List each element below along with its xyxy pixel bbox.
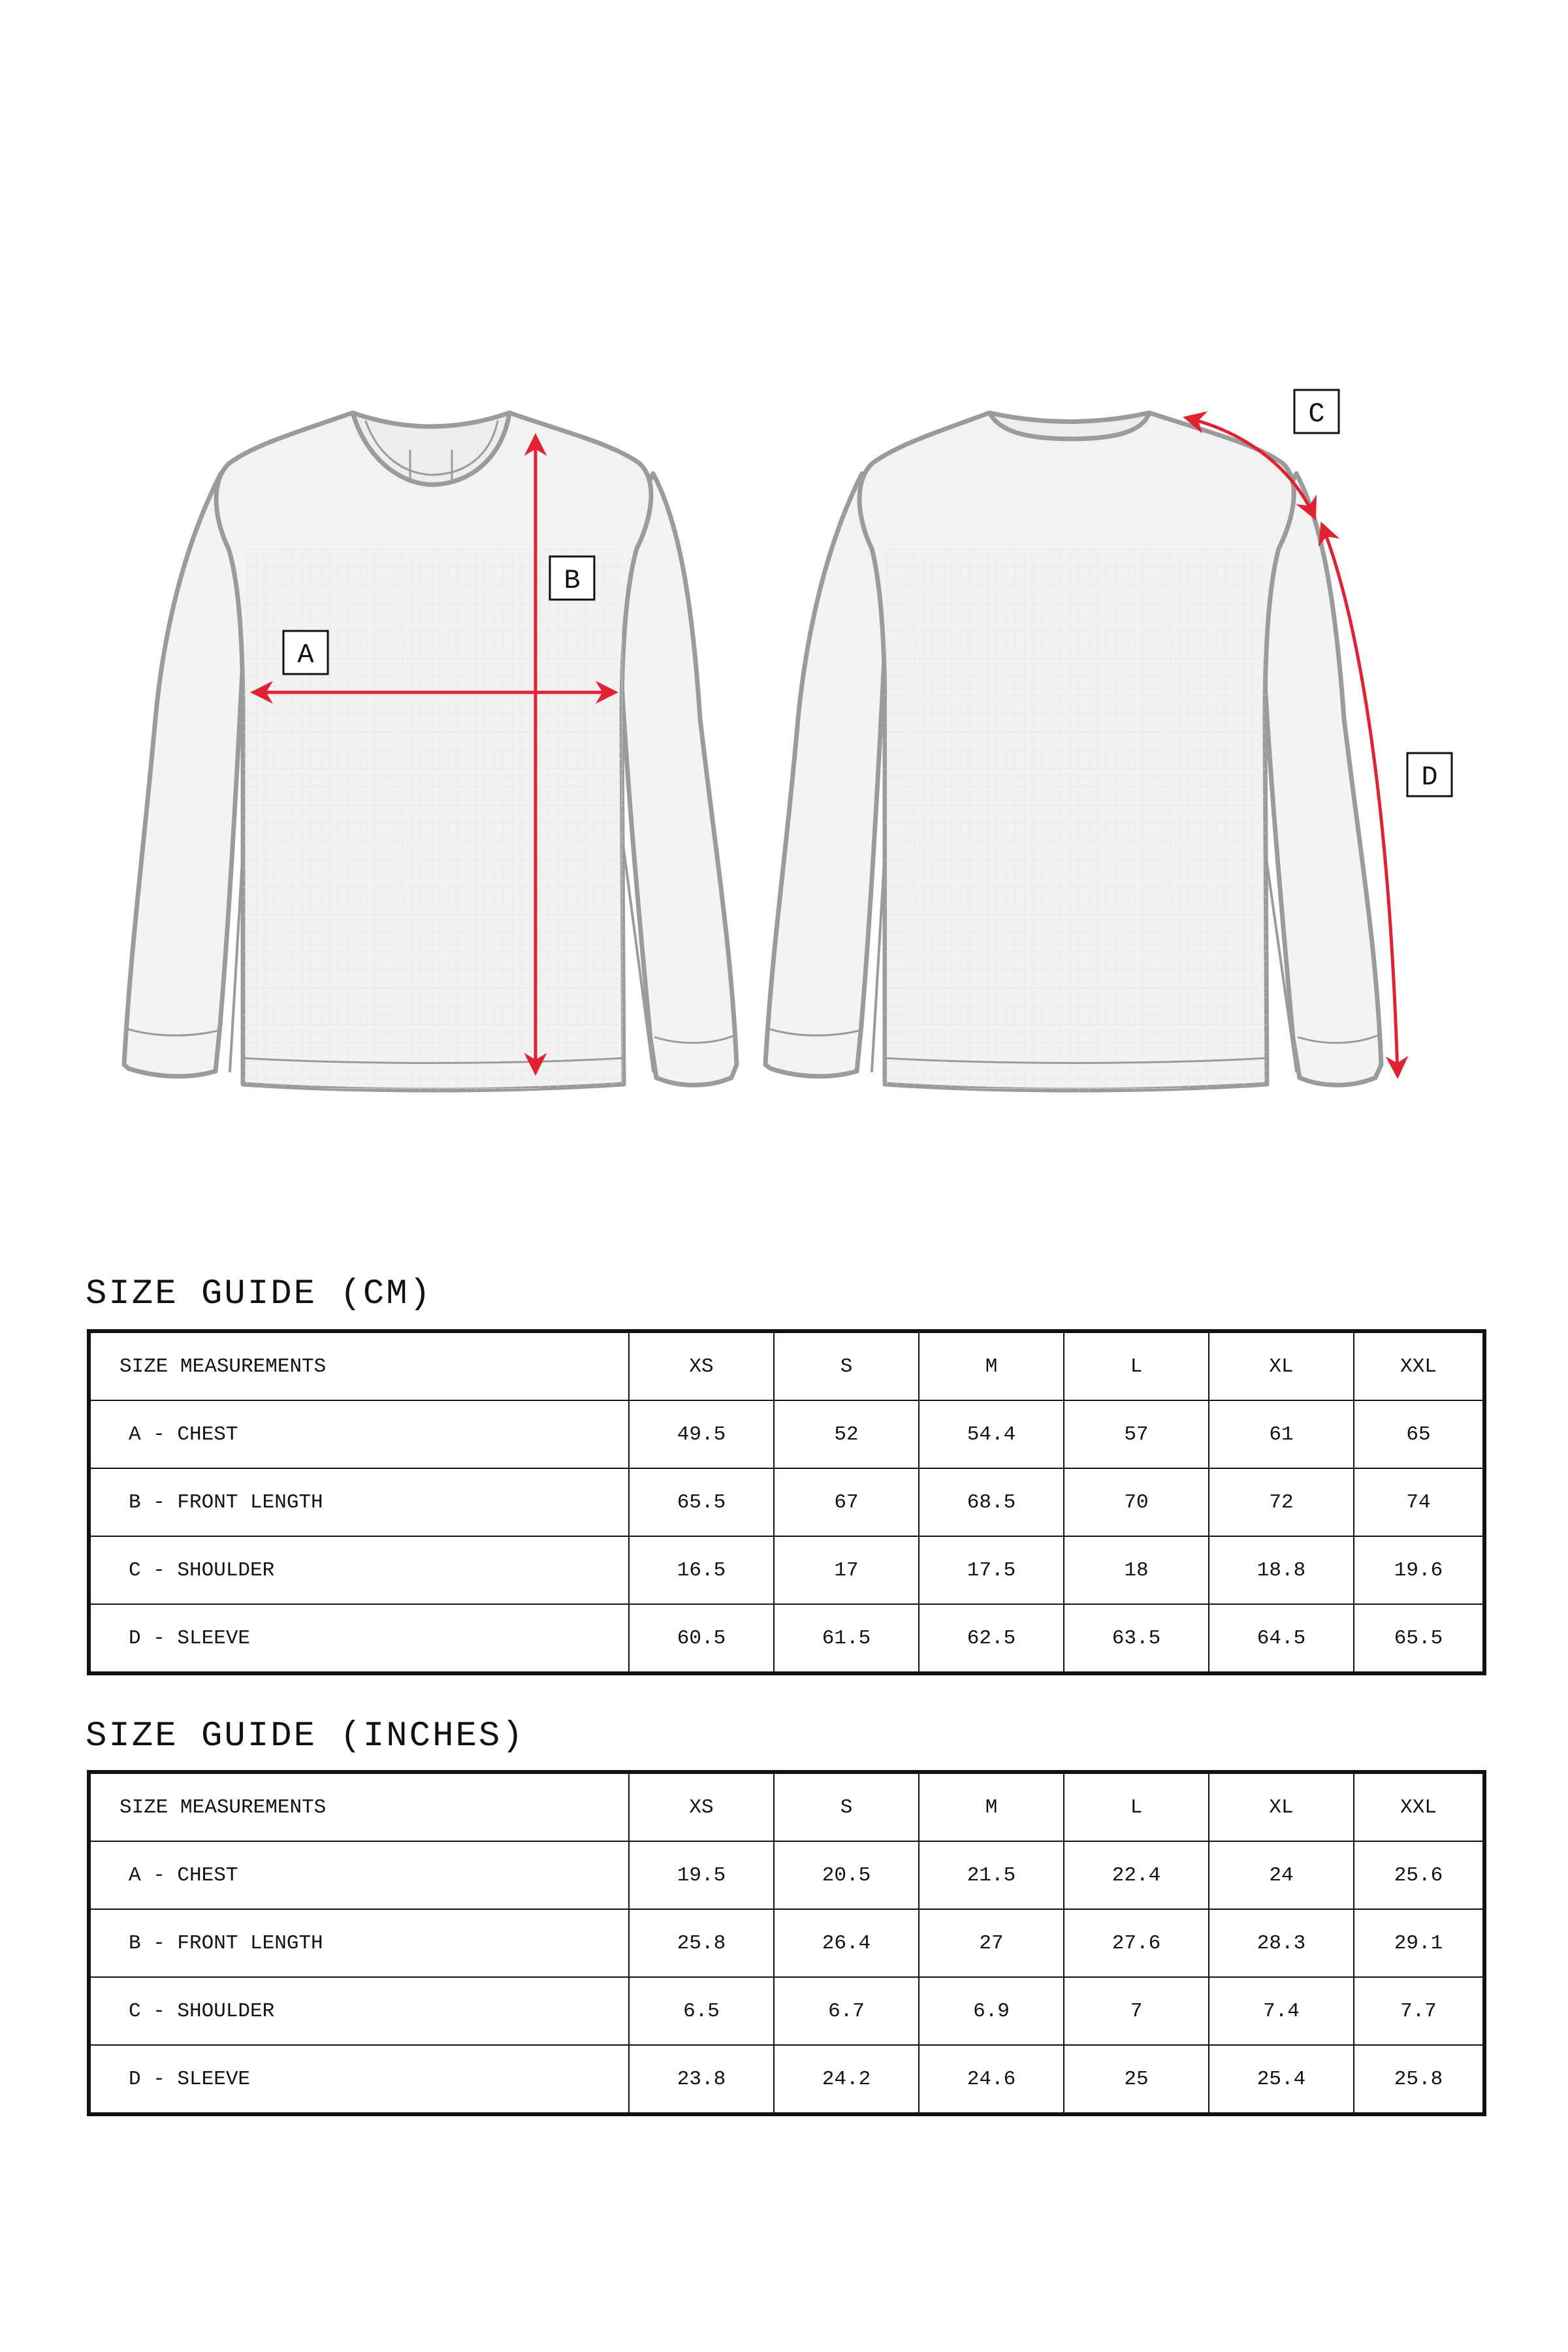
header-cell: L	[1064, 1772, 1209, 1841]
cm-table-title: SIZE GUIDE (CM)	[86, 1274, 433, 1314]
inch-table-title: SIZE GUIDE (INCHES)	[86, 1716, 525, 1756]
row-label: A - CHEST	[89, 1400, 629, 1468]
table-cell: 52	[774, 1400, 919, 1468]
table-cell: 29.1	[1354, 1909, 1484, 1977]
table-row	[89, 1977, 1484, 2045]
table-cell: 6.7	[774, 1977, 919, 2045]
header-cell: SIZE MEASUREMENTS	[89, 1772, 629, 1841]
header-cell: M	[919, 1772, 1064, 1841]
table-cell: 27	[919, 1909, 1064, 1977]
table-cell: 18.8	[1209, 1536, 1354, 1604]
table-cell: 24	[1209, 1841, 1354, 1909]
header-cell: S	[774, 1331, 919, 1400]
table-header-row	[89, 1772, 1484, 1841]
front-right-sleeve	[618, 474, 737, 1085]
svg-text:C: C	[1308, 398, 1325, 430]
row-label: D - SLEEVE	[89, 2045, 629, 2114]
header-cell: SIZE MEASUREMENTS	[89, 1331, 629, 1400]
table-cell: 21.5	[919, 1841, 1064, 1909]
table-cell: 60.5	[629, 1604, 774, 1673]
table-cell: 25.6	[1354, 1841, 1484, 1909]
table-cell: 19.6	[1354, 1536, 1484, 1604]
label-box-d	[1407, 753, 1452, 796]
table-cell: 67	[774, 1468, 919, 1536]
label-box-b	[550, 556, 594, 600]
table-cell: 61	[1209, 1400, 1354, 1468]
table-cell: 65.5	[629, 1468, 774, 1536]
table-row	[89, 2045, 1484, 2114]
table-cell: 65.5	[1354, 1604, 1484, 1673]
table-cell: 20.5	[774, 1841, 919, 1909]
header-cell: XXL	[1354, 1772, 1484, 1841]
front-left-sleeve	[124, 474, 245, 1076]
table-cell: 72	[1209, 1468, 1354, 1536]
table-cell: 24.6	[919, 2045, 1064, 2114]
table-cell: 7.4	[1209, 1977, 1354, 2045]
header-cell: M	[919, 1331, 1064, 1400]
label-box-c	[1294, 390, 1339, 433]
table-cell: 24.2	[774, 2045, 919, 2114]
table-row	[89, 1400, 1484, 1468]
header-cell: XXL	[1354, 1331, 1484, 1400]
table-header-row	[89, 1331, 1484, 1400]
row-label: B - FRONT LENGTH	[89, 1909, 629, 1977]
table-cell: 25	[1064, 2045, 1209, 2114]
back-sweater-drawing	[765, 413, 1381, 1090]
header-cell: S	[774, 1772, 919, 1841]
table-cell: 54.4	[919, 1400, 1064, 1468]
table-row	[89, 1468, 1484, 1536]
table-cell: 68.5	[919, 1468, 1064, 1536]
table-cell: 25.8	[1354, 2045, 1484, 2114]
table-cell: 26.4	[774, 1909, 919, 1977]
table-row	[89, 1841, 1484, 1909]
table-cell: 6.5	[629, 1977, 774, 2045]
table-cell: 17	[774, 1536, 919, 1604]
row-label: B - FRONT LENGTH	[89, 1468, 629, 1536]
back-left-sleeve	[765, 474, 886, 1076]
label-box-a	[283, 631, 328, 674]
table-row	[89, 1909, 1484, 1977]
table-row	[89, 1604, 1484, 1673]
inch-size-table	[87, 1770, 1486, 2116]
table-cell: 25.8	[629, 1909, 774, 1977]
table-cell: 16.5	[629, 1536, 774, 1604]
table-cell: 74	[1354, 1468, 1484, 1536]
table-cell: 6.9	[919, 1977, 1064, 2045]
svg-text:B: B	[564, 565, 581, 596]
table-cell: 65	[1354, 1400, 1484, 1468]
table-cell: 61.5	[774, 1604, 919, 1673]
front-sweater-drawing	[124, 413, 737, 1090]
header-cell: L	[1064, 1331, 1209, 1400]
row-label: D - SLEEVE	[89, 1604, 629, 1673]
row-label: A - CHEST	[89, 1841, 629, 1909]
table-cell: 7	[1064, 1977, 1209, 2045]
table-cell: 19.5	[629, 1841, 774, 1909]
table-row	[89, 1536, 1484, 1604]
table-cell: 27.6	[1064, 1909, 1209, 1977]
table-cell: 22.4	[1064, 1841, 1209, 1909]
table-cell: 7.7	[1354, 1977, 1484, 2045]
svg-text:A: A	[297, 639, 314, 671]
svg-text:D: D	[1421, 762, 1438, 793]
header-cell: XL	[1209, 1331, 1354, 1400]
table-cell: 62.5	[919, 1604, 1064, 1673]
header-cell: XS	[629, 1331, 774, 1400]
table-cell: 63.5	[1064, 1604, 1209, 1673]
table-cell: 23.8	[629, 2045, 774, 2114]
table-cell: 25.4	[1209, 2045, 1354, 2114]
table-cell: 64.5	[1209, 1604, 1354, 1673]
header-cell: XS	[629, 1772, 774, 1841]
table-cell: 49.5	[629, 1400, 774, 1468]
table-cell: 17.5	[919, 1536, 1064, 1604]
table-cell: 57	[1064, 1400, 1209, 1468]
cm-size-table	[87, 1329, 1486, 1675]
table-cell: 28.3	[1209, 1909, 1354, 1977]
row-label: C - SHOULDER	[89, 1536, 629, 1604]
row-label: C - SHOULDER	[89, 1977, 629, 2045]
back-right-sleeve	[1261, 474, 1381, 1085]
header-cell: XL	[1209, 1772, 1354, 1841]
table-cell: 18	[1064, 1536, 1209, 1604]
table-cell: 70	[1064, 1468, 1209, 1536]
